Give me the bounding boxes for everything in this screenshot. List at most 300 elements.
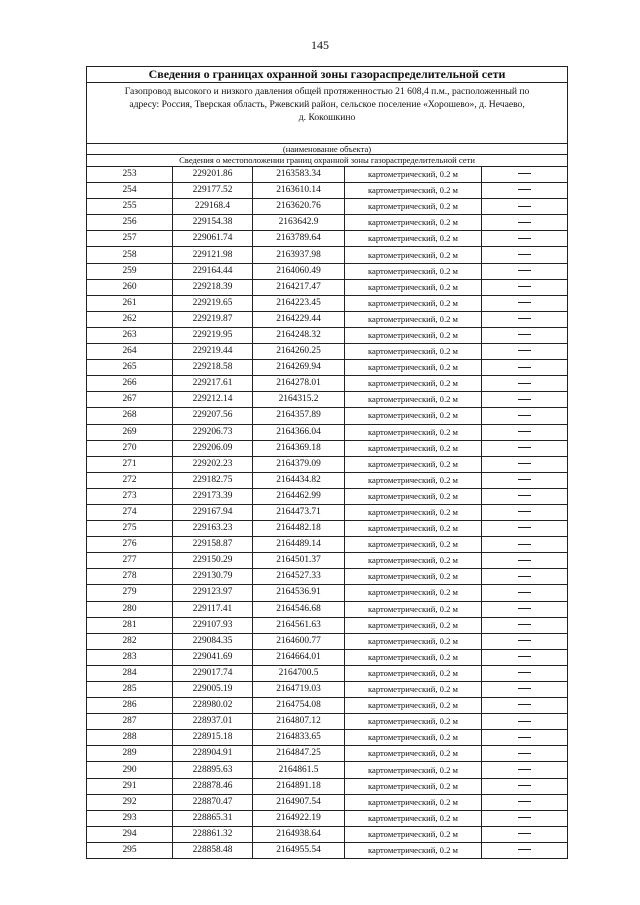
y-coordinate-cell: 2164700.5 (253, 665, 345, 681)
x-coordinate-cell: 228895.63 (173, 762, 253, 778)
y-coordinate-cell: 2164315.2 (253, 392, 345, 408)
dash-cell (482, 408, 568, 424)
y-coordinate-cell: 2164060.49 (253, 263, 345, 279)
dash-mark (518, 238, 531, 239)
dash-cell (482, 569, 568, 585)
table-row (87, 295, 568, 311)
point-number-cell: 273 (87, 488, 173, 504)
method-accuracy-cell: картометрический, 0.2 м (345, 408, 482, 424)
y-coordinate-cell: 2164379.09 (253, 456, 345, 472)
table-row (87, 504, 568, 520)
point-number-cell: 271 (87, 456, 173, 472)
dash-mark (518, 753, 531, 754)
x-coordinate-cell: 229206.73 (173, 424, 253, 440)
x-coordinate-cell: 229123.97 (173, 585, 253, 601)
dash-mark (518, 350, 531, 351)
table-row (87, 247, 568, 263)
y-coordinate-cell: 2164807.12 (253, 714, 345, 730)
point-number-cell: 265 (87, 360, 173, 376)
dash-cell (482, 424, 568, 440)
table-row (87, 521, 568, 537)
x-coordinate-cell: 229177.52 (173, 183, 253, 199)
point-number-cell: 267 (87, 392, 173, 408)
table-row (87, 167, 568, 183)
point-number-cell: 294 (87, 826, 173, 842)
dash-mark (518, 334, 531, 335)
point-number-cell: 269 (87, 424, 173, 440)
x-coordinate-cell: 229167.94 (173, 504, 253, 520)
method-accuracy-cell: картометрический, 0.2 м (345, 794, 482, 810)
y-coordinate-cell: 2164907.54 (253, 794, 345, 810)
point-number-cell: 277 (87, 553, 173, 569)
table-row (87, 424, 568, 440)
x-coordinate-cell: 228858.48 (173, 842, 253, 858)
x-coordinate-cell: 229219.95 (173, 327, 253, 343)
x-coordinate-cell: 229217.61 (173, 376, 253, 392)
point-number-cell: 285 (87, 682, 173, 698)
dash-cell (482, 504, 568, 520)
point-number-cell: 286 (87, 698, 173, 714)
x-coordinate-cell: 229005.19 (173, 682, 253, 698)
y-coordinate-cell: 2164527.33 (253, 569, 345, 585)
dash-cell (482, 344, 568, 360)
page-number: 145 (311, 38, 329, 52)
method-accuracy-cell: картометрический, 0.2 м (345, 569, 482, 585)
method-accuracy-cell: картометрический, 0.2 м (345, 633, 482, 649)
x-coordinate-cell: 229084.35 (173, 633, 253, 649)
dash-cell (482, 327, 568, 343)
dash-mark (518, 270, 531, 271)
dash-cell (482, 183, 568, 199)
dash-cell (482, 585, 568, 601)
y-coordinate-cell: 2164357.89 (253, 408, 345, 424)
dash-mark (518, 527, 531, 528)
description-line: д. Кокошкино (298, 112, 356, 123)
method-accuracy-cell: картометрический, 0.2 м (345, 263, 482, 279)
point-number-cell: 260 (87, 279, 173, 295)
x-coordinate-cell: 229206.09 (173, 440, 253, 456)
y-coordinate-cell: 2163642.9 (253, 215, 345, 231)
method-accuracy-cell: картометрический, 0.2 м (345, 247, 482, 263)
y-coordinate-cell: 2164536.91 (253, 585, 345, 601)
x-coordinate-cell: 229219.87 (173, 311, 253, 327)
dash-mark (518, 479, 531, 480)
point-number-cell: 257 (87, 231, 173, 247)
point-number-cell: 255 (87, 199, 173, 215)
dash-cell (482, 376, 568, 392)
table-row (87, 231, 568, 247)
table-row (87, 215, 568, 231)
dash-cell (482, 714, 568, 730)
dash-cell (482, 633, 568, 649)
dash-mark (518, 769, 531, 770)
y-coordinate-cell: 2164366.04 (253, 424, 345, 440)
y-coordinate-cell: 2164754.08 (253, 698, 345, 714)
method-accuracy-cell: картометрический, 0.2 м (345, 215, 482, 231)
point-number-cell: 289 (87, 746, 173, 762)
table-row (87, 698, 568, 714)
x-coordinate-cell: 229061.74 (173, 231, 253, 247)
dash-cell (482, 762, 568, 778)
point-number-cell: 279 (87, 585, 173, 601)
y-coordinate-cell: 2164462.99 (253, 488, 345, 504)
y-coordinate-cell: 2164955.54 (253, 842, 345, 858)
dash-cell (482, 617, 568, 633)
dash-cell (482, 472, 568, 488)
document-title: Сведения о границах охранной зоны газораспределительной сети (87, 67, 568, 83)
dash-mark (518, 415, 531, 416)
y-coordinate-cell: 2164482.18 (253, 521, 345, 537)
dash-mark (518, 222, 531, 223)
method-accuracy-cell: картометрический, 0.2 м (345, 601, 482, 617)
table-row (87, 617, 568, 633)
dash-mark (518, 318, 531, 319)
x-coordinate-cell: 228915.18 (173, 730, 253, 746)
table-row (87, 826, 568, 842)
table-row (87, 488, 568, 504)
point-number-cell: 288 (87, 730, 173, 746)
dash-cell (482, 698, 568, 714)
dash-mark (518, 367, 531, 368)
point-number-cell: 258 (87, 247, 173, 263)
dash-mark (518, 544, 531, 545)
y-coordinate-cell: 2164473.71 (253, 504, 345, 520)
dash-mark (518, 206, 531, 207)
method-accuracy-cell: картометрический, 0.2 м (345, 424, 482, 440)
dash-cell (482, 521, 568, 537)
dash-mark (518, 173, 531, 174)
x-coordinate-cell: 229173.39 (173, 488, 253, 504)
method-accuracy-cell: картометрический, 0.2 м (345, 311, 482, 327)
method-accuracy-cell: картометрический, 0.2 м (345, 344, 482, 360)
method-accuracy-cell: картометрический, 0.2 м (345, 746, 482, 762)
dash-cell (482, 231, 568, 247)
object-name-caption: (наименование объекта) (87, 144, 568, 155)
x-coordinate-cell: 228861.32 (173, 826, 253, 842)
dash-mark (518, 656, 531, 657)
method-accuracy-cell: картометрический, 0.2 м (345, 585, 482, 601)
y-coordinate-cell: 2163789.64 (253, 231, 345, 247)
point-number-cell: 272 (87, 472, 173, 488)
dash-mark (518, 447, 531, 448)
table-row (87, 585, 568, 601)
x-coordinate-cell: 228878.46 (173, 778, 253, 794)
y-coordinate-cell: 2164269.94 (253, 360, 345, 376)
table-row (87, 263, 568, 279)
dash-mark (518, 608, 531, 609)
dash-mark (518, 721, 531, 722)
table-row (87, 456, 568, 472)
method-accuracy-cell: картометрический, 0.2 м (345, 714, 482, 730)
x-coordinate-cell: 229163.23 (173, 521, 253, 537)
point-number-cell: 284 (87, 665, 173, 681)
method-accuracy-cell: картометрический, 0.2 м (345, 617, 482, 633)
y-coordinate-cell: 2164891.18 (253, 778, 345, 794)
method-accuracy-cell: картометрический, 0.2 м (345, 360, 482, 376)
point-number-cell: 262 (87, 311, 173, 327)
y-coordinate-cell: 2164369.18 (253, 440, 345, 456)
x-coordinate-cell: 228904.91 (173, 746, 253, 762)
dash-mark (518, 849, 531, 850)
point-number-cell: 283 (87, 649, 173, 665)
dash-cell (482, 778, 568, 794)
dash-cell (482, 199, 568, 215)
x-coordinate-cell: 229107.93 (173, 617, 253, 633)
dash-cell (482, 488, 568, 504)
dash-cell (482, 794, 568, 810)
x-coordinate-cell: 228937.01 (173, 714, 253, 730)
method-accuracy-cell: картометрический, 0.2 м (345, 682, 482, 698)
point-number-cell: 290 (87, 762, 173, 778)
dash-cell (482, 537, 568, 553)
dash-cell (482, 553, 568, 569)
table-row (87, 376, 568, 392)
method-accuracy-cell: картометрический, 0.2 м (345, 730, 482, 746)
dash-mark (518, 785, 531, 786)
method-accuracy-cell: картометрический, 0.2 м (345, 295, 482, 311)
dash-cell (482, 360, 568, 376)
method-accuracy-cell: картометрический, 0.2 м (345, 231, 482, 247)
dash-cell (482, 601, 568, 617)
dash-mark (518, 801, 531, 802)
point-number-cell: 274 (87, 504, 173, 520)
dash-mark (518, 576, 531, 577)
x-coordinate-cell: 229201.86 (173, 167, 253, 183)
dash-mark (518, 495, 531, 496)
x-coordinate-cell: 229154.38 (173, 215, 253, 231)
table-row (87, 714, 568, 730)
method-accuracy-cell: картометрический, 0.2 м (345, 762, 482, 778)
x-coordinate-cell: 229158.87 (173, 537, 253, 553)
dash-mark (518, 592, 531, 593)
y-coordinate-cell: 2164434.82 (253, 472, 345, 488)
table-row (87, 665, 568, 681)
point-number-cell: 275 (87, 521, 173, 537)
dash-mark (518, 624, 531, 625)
dash-cell (482, 295, 568, 311)
point-number-cell: 270 (87, 440, 173, 456)
y-coordinate-cell: 2164217.47 (253, 279, 345, 295)
method-accuracy-cell: картометрический, 0.2 м (345, 521, 482, 537)
point-number-cell: 261 (87, 295, 173, 311)
table-row (87, 569, 568, 585)
object-description (87, 83, 568, 144)
dash-mark (518, 383, 531, 384)
method-accuracy-cell: картометрический, 0.2 м (345, 199, 482, 215)
table-row (87, 810, 568, 826)
point-number-cell: 266 (87, 376, 173, 392)
y-coordinate-cell: 2164278.01 (253, 376, 345, 392)
x-coordinate-cell: 228865.31 (173, 810, 253, 826)
x-coordinate-cell: 229164.44 (173, 263, 253, 279)
x-coordinate-cell: 229219.65 (173, 295, 253, 311)
dash-mark (518, 640, 531, 641)
method-accuracy-cell: картометрический, 0.2 м (345, 842, 482, 858)
dash-mark (518, 286, 531, 287)
dash-cell (482, 215, 568, 231)
y-coordinate-cell: 2164719.03 (253, 682, 345, 698)
y-coordinate-cell: 2164501.37 (253, 553, 345, 569)
point-number-cell: 263 (87, 327, 173, 343)
dash-cell (482, 682, 568, 698)
x-coordinate-cell: 229117.41 (173, 601, 253, 617)
dash-mark (518, 704, 531, 705)
dash-cell (482, 842, 568, 858)
point-number-cell: 295 (87, 842, 173, 858)
x-coordinate-cell: 229130.79 (173, 569, 253, 585)
method-accuracy-cell: картометрический, 0.2 м (345, 327, 482, 343)
y-coordinate-cell: 2163620.76 (253, 199, 345, 215)
dash-mark (518, 399, 531, 400)
method-accuracy-cell: картометрический, 0.2 м (345, 698, 482, 714)
point-number-cell: 292 (87, 794, 173, 810)
dash-mark (518, 737, 531, 738)
point-number-cell: 278 (87, 569, 173, 585)
dash-cell (482, 730, 568, 746)
x-coordinate-cell: 229207.56 (173, 408, 253, 424)
method-accuracy-cell: картометрический, 0.2 м (345, 504, 482, 520)
point-number-cell: 253 (87, 167, 173, 183)
table-row (87, 408, 568, 424)
table-row (87, 279, 568, 295)
table-row (87, 601, 568, 617)
y-coordinate-cell: 2164248.32 (253, 327, 345, 343)
method-accuracy-cell: картометрический, 0.2 м (345, 649, 482, 665)
dash-mark (518, 817, 531, 818)
point-number-cell: 264 (87, 344, 173, 360)
x-coordinate-cell: 229121.98 (173, 247, 253, 263)
table-row (87, 746, 568, 762)
table-row (87, 649, 568, 665)
point-number-cell: 256 (87, 215, 173, 231)
point-number-cell: 287 (87, 714, 173, 730)
method-accuracy-cell: картометрический, 0.2 м (345, 167, 482, 183)
x-coordinate-cell: 229219.44 (173, 344, 253, 360)
dash-mark (518, 560, 531, 561)
point-number-cell: 259 (87, 263, 173, 279)
dash-cell (482, 649, 568, 665)
dash-cell (482, 440, 568, 456)
method-accuracy-cell: картометрический, 0.2 м (345, 440, 482, 456)
table-row (87, 794, 568, 810)
dash-cell (482, 279, 568, 295)
dash-mark (518, 254, 531, 255)
method-accuracy-cell: картометрический, 0.2 м (345, 553, 482, 569)
point-number-cell: 280 (87, 601, 173, 617)
method-accuracy-cell: картометрический, 0.2 м (345, 778, 482, 794)
x-coordinate-cell: 229150.29 (173, 553, 253, 569)
y-coordinate-cell: 2163937.98 (253, 247, 345, 263)
dash-mark (518, 833, 531, 834)
x-coordinate-cell: 229182.75 (173, 472, 253, 488)
dash-mark (518, 463, 531, 464)
y-coordinate-cell: 2164861.5 (253, 762, 345, 778)
dash-cell (482, 456, 568, 472)
table-row (87, 440, 568, 456)
x-coordinate-cell: 228870.47 (173, 794, 253, 810)
y-coordinate-cell: 2163583.34 (253, 167, 345, 183)
table-row (87, 199, 568, 215)
location-header: Сведения о местоположении границ охранной зоны газораспределительной сети (87, 155, 568, 167)
table-row (87, 392, 568, 408)
x-coordinate-cell: 229212.14 (173, 392, 253, 408)
y-coordinate-cell: 2164223.45 (253, 295, 345, 311)
y-coordinate-cell: 2164489.14 (253, 537, 345, 553)
y-coordinate-cell: 2164833.65 (253, 730, 345, 746)
method-accuracy-cell: картометрический, 0.2 м (345, 376, 482, 392)
y-coordinate-cell: 2164847.25 (253, 746, 345, 762)
dash-cell (482, 746, 568, 762)
description-line: Газопровод высокого и низкого давления общей протяженностью 21 608,4 п.м., расположенный по (124, 86, 530, 97)
dash-mark (518, 302, 531, 303)
point-number-cell: 268 (87, 408, 173, 424)
table-row (87, 553, 568, 569)
dash-mark (518, 688, 531, 689)
method-accuracy-cell: картометрический, 0.2 м (345, 537, 482, 553)
y-coordinate-cell: 2164938.64 (253, 826, 345, 842)
table-row (87, 633, 568, 649)
x-coordinate-cell: 229218.39 (173, 279, 253, 295)
x-coordinate-cell: 228980.02 (173, 698, 253, 714)
table-row (87, 311, 568, 327)
table-row (87, 327, 568, 343)
dash-mark (518, 511, 531, 512)
dash-cell (482, 392, 568, 408)
point-number-cell: 282 (87, 633, 173, 649)
table-row (87, 778, 568, 794)
method-accuracy-cell: картометрический, 0.2 м (345, 183, 482, 199)
y-coordinate-cell: 2164546.68 (253, 601, 345, 617)
y-coordinate-cell: 2164260.25 (253, 344, 345, 360)
x-coordinate-cell: 229017.74 (173, 665, 253, 681)
x-coordinate-cell: 229202.23 (173, 456, 253, 472)
description-line: адресу: Россия, Тверская область, Ржевский район, сельское поселение «Хорошево», д. Нечаево, (129, 99, 525, 110)
dash-mark (518, 189, 531, 190)
x-coordinate-cell: 229168.4 (173, 199, 253, 215)
x-coordinate-cell: 229218.58 (173, 360, 253, 376)
dash-cell (482, 247, 568, 263)
point-number-cell: 293 (87, 810, 173, 826)
table-row (87, 842, 568, 858)
table-row (87, 183, 568, 199)
dash-mark (518, 672, 531, 673)
y-coordinate-cell: 2164922.19 (253, 810, 345, 826)
table-row (87, 472, 568, 488)
y-coordinate-cell: 2164561.63 (253, 617, 345, 633)
dash-cell (482, 167, 568, 183)
table-row (87, 762, 568, 778)
table-row (87, 537, 568, 553)
method-accuracy-cell: картометрический, 0.2 м (345, 826, 482, 842)
method-accuracy-cell: картометрический, 0.2 м (345, 472, 482, 488)
dash-cell (482, 665, 568, 681)
table-row (87, 344, 568, 360)
dash-cell (482, 826, 568, 842)
table-row (87, 682, 568, 698)
dash-cell (482, 311, 568, 327)
point-number-cell: 254 (87, 183, 173, 199)
point-number-cell: 291 (87, 778, 173, 794)
y-coordinate-cell: 2164664.01 (253, 649, 345, 665)
method-accuracy-cell: картометрический, 0.2 м (345, 488, 482, 504)
method-accuracy-cell: картометрический, 0.2 м (345, 392, 482, 408)
dash-mark (518, 431, 531, 432)
boundary-table (86, 66, 568, 859)
table-row (87, 730, 568, 746)
method-accuracy-cell: картометрический, 0.2 м (345, 665, 482, 681)
method-accuracy-cell: картометрический, 0.2 м (345, 456, 482, 472)
y-coordinate-cell: 2163610.14 (253, 183, 345, 199)
